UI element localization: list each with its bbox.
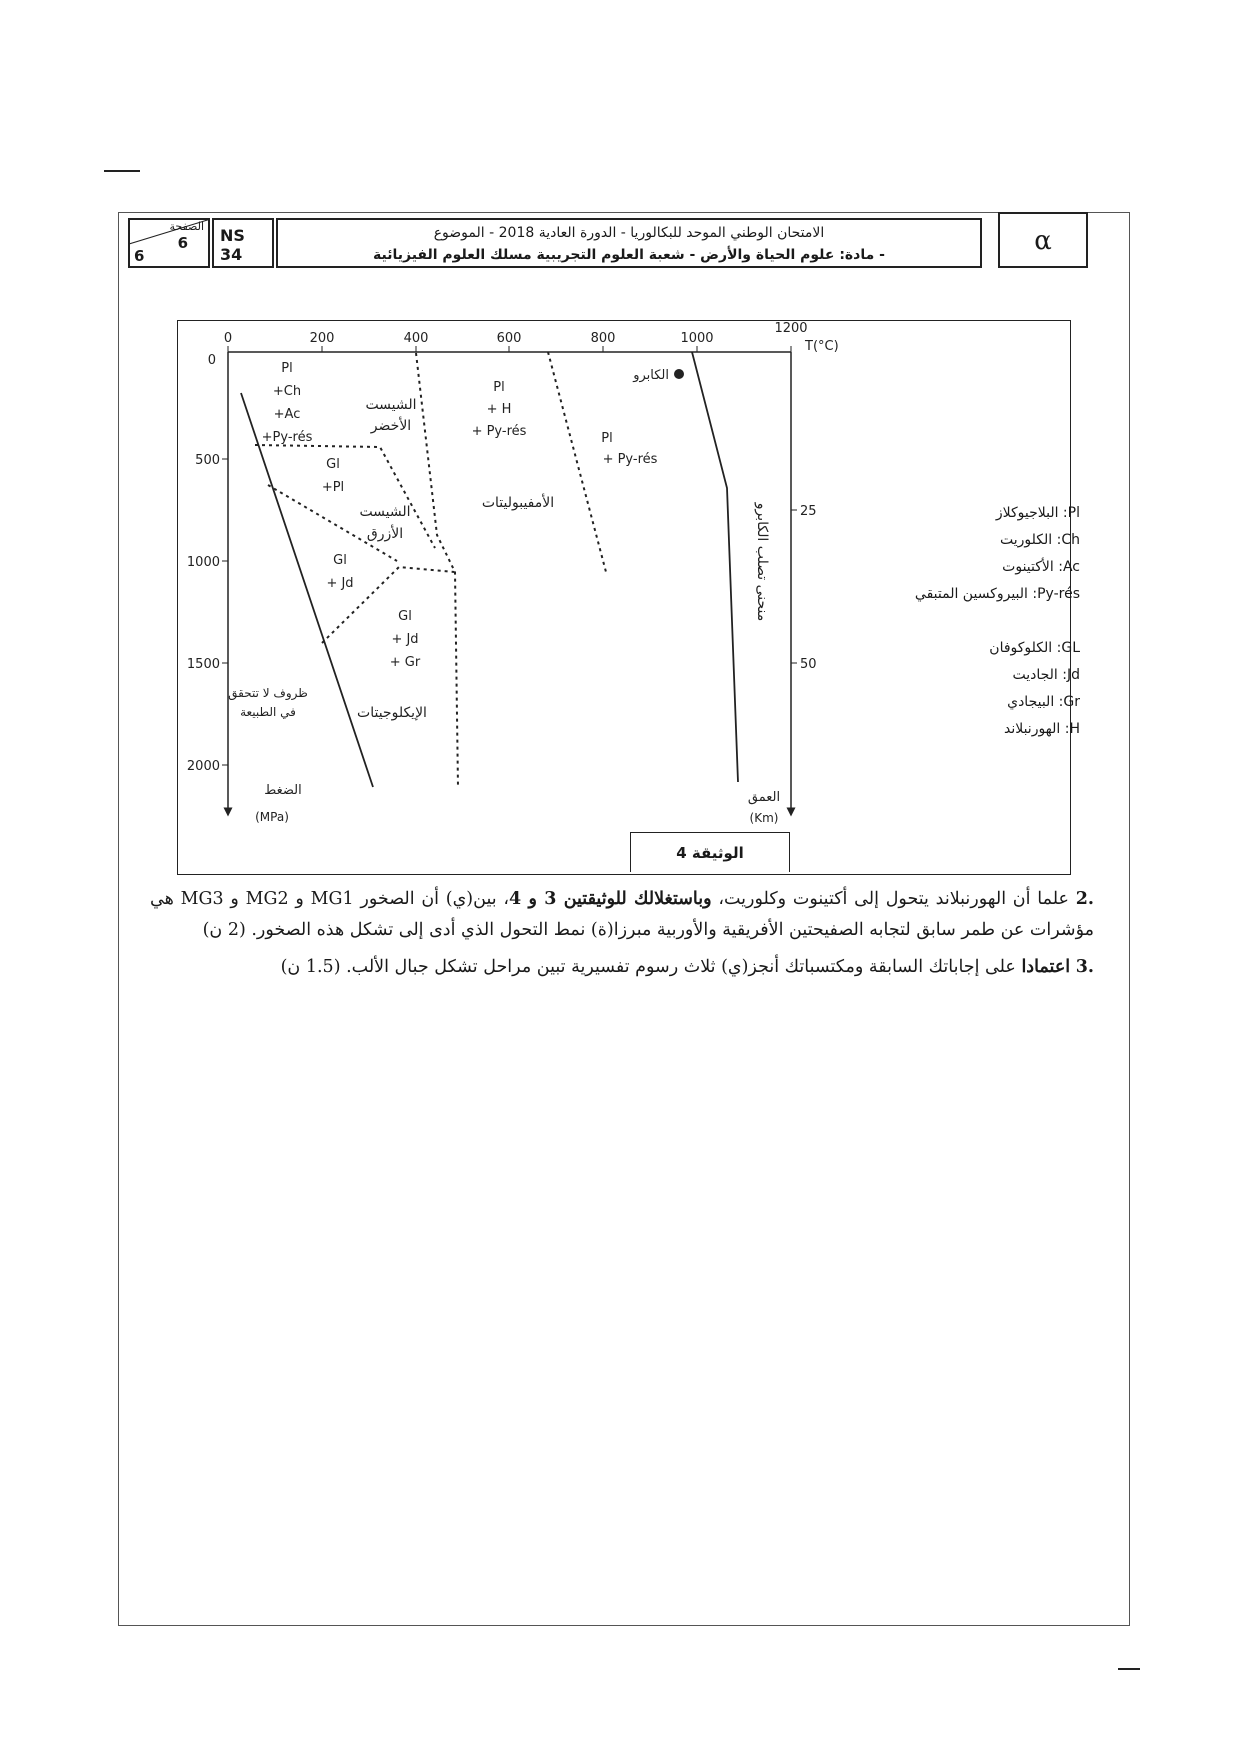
question-text: علما أن الهورنبلاند يتحول إلى أكتينوت وكلوريت، — [711, 889, 1069, 909]
t-tick-400: 400 — [403, 331, 429, 346]
p-tick-1500: 1500 — [186, 657, 220, 672]
p-tick-500: 500 — [195, 453, 220, 468]
legend-name: الكلوريت — [1000, 532, 1053, 548]
mineral-label: Pl — [493, 380, 505, 395]
legend-code: Pl — [1067, 505, 1080, 521]
depth-tick-50: 50 — [800, 657, 817, 672]
legend-name: الجاديت — [1012, 667, 1058, 683]
pressure-ticks — [187, 353, 228, 774]
region-name: في الطبيعة — [240, 705, 296, 719]
gabbro-solidus-label: منحنى تصلب الكابرو — [754, 502, 770, 622]
exam-code: NS 34 — [212, 218, 274, 268]
question-number: .3 — [1075, 957, 1094, 977]
mineral-label: + Jd — [391, 632, 419, 647]
pressure-axis-unit: (MPa) — [255, 810, 289, 824]
blueschist-inner-boundary — [268, 485, 397, 561]
region-name: الشيست — [365, 397, 417, 413]
t-tick-800: 800 — [590, 331, 616, 346]
p-tick-2000: 2000 — [186, 759, 220, 774]
p-tick-0: 0 — [207, 353, 216, 368]
legend-code: Ch — [1061, 532, 1080, 548]
mineral-label: Gl — [326, 457, 340, 472]
mineral-label: + Gr — [389, 655, 421, 670]
mineral-label: Gl — [398, 609, 412, 624]
legend-code: Gr — [1063, 694, 1080, 710]
exam-title-line-1: الامتحان الوطني الموحد للبكالوريا - الدورة العادية 2018 - الموضوع — [433, 225, 825, 241]
legend-name: البيجادي — [1007, 694, 1055, 710]
temperature-axis-label: T(°C) — [805, 339, 839, 354]
question-2 — [150, 884, 1094, 946]
legend-code: Jd — [1066, 667, 1080, 683]
depth-ticks — [791, 504, 817, 672]
region-name: الأزرق — [366, 526, 404, 542]
legend-item: Ac: الأكتينوت — [1002, 559, 1080, 575]
pressure-axis-label: الضغط — [264, 783, 302, 798]
t-tick-600: 600 — [496, 331, 522, 346]
legend-code: Ac — [1062, 559, 1080, 575]
region-name: الأخضر — [370, 418, 412, 434]
questions — [150, 884, 1094, 989]
legend-code: Py-rés — [1037, 586, 1080, 602]
question-emphasis: وباستغلالك للوثيقتين 3 و 4 — [509, 889, 712, 909]
page-label: الصفحة — [169, 220, 204, 233]
legend-item: GL: الكلوكوفان — [989, 640, 1080, 656]
mineral-label: +Ac — [273, 407, 301, 422]
gabbro-point — [674, 369, 684, 379]
impossible-conditions-label — [228, 686, 308, 719]
page-total: 6 — [134, 247, 145, 265]
mineral-label: + H — [486, 402, 512, 417]
mineral-label: +Py-rés — [261, 430, 313, 445]
legend-item: H: الهورنبلاند — [1003, 721, 1080, 737]
amphibolite-minerals — [472, 380, 527, 439]
mineral-label: + Jd — [326, 576, 354, 591]
depth-axis-unit: (Km) — [749, 811, 779, 825]
legend-name: البيروكسين المتبقي — [914, 586, 1028, 602]
depth-tick-25: 25 — [800, 504, 817, 519]
legend-item: Py-rés: البيروكسين المتبقي — [914, 586, 1080, 602]
blueschist-minerals-b — [326, 553, 353, 591]
legend-name: الهورنبلاند — [1003, 721, 1061, 737]
region-name: ظروف لا تتحقق — [228, 686, 308, 700]
granulite-minerals — [601, 431, 657, 467]
eclogite-minerals — [390, 609, 421, 670]
greenschist-minerals — [262, 361, 313, 445]
t-tick-0: 0 — [223, 331, 233, 346]
question-number: .2 — [1075, 889, 1095, 909]
question-text: على إجاباتك السابقة ومكتسباتك أنجز(ي) ثلاث رسوم تفسيرية تبين مراحل تشكل جبال الألب. (1.5 ن) — [280, 957, 1022, 977]
eclogite-name: الإيكلوجيتات — [357, 705, 427, 721]
mineral-label: Pl — [281, 361, 293, 376]
blueschist-name — [359, 504, 410, 542]
question-3 — [150, 952, 1094, 983]
amphibolite-name: الأمفيبوليتات — [481, 495, 555, 511]
mineral-label: + Py-rés — [602, 452, 658, 467]
legend-code: GL — [1061, 640, 1080, 656]
amphibolite-granulite-boundary — [548, 352, 606, 572]
mineral-legend — [905, 500, 1080, 743]
legend-name: الأكتينوت — [1002, 559, 1054, 575]
gabbro-solidus-curve — [692, 352, 738, 782]
t-tick-1000: 1000 — [680, 331, 714, 346]
mineral-label: +Pl — [321, 480, 345, 495]
greenschist-boundary — [416, 353, 458, 787]
document-label: الوثيقة 4 — [630, 832, 790, 872]
question-emphasis: اعتمادا — [1021, 957, 1071, 977]
legend-name: الكلوكوفان — [989, 640, 1053, 656]
legend-item: Ch: الكلوريت — [1000, 532, 1080, 548]
temperature-ticks — [224, 321, 808, 352]
mineral-label: +Ch — [272, 384, 302, 399]
blueschist-minerals-a — [322, 457, 344, 495]
mineral-label: + Py-rés — [471, 424, 527, 439]
p-tick-1000: 1000 — [186, 555, 220, 570]
legend-code: H — [1069, 721, 1080, 737]
greenschist-name — [365, 397, 416, 434]
mineral-label: Pl — [601, 431, 613, 446]
page-number: 6 — [177, 234, 188, 252]
legend-item: Gr: البيجادي — [1007, 694, 1080, 710]
legend-item: Jd: الجاديت — [1012, 667, 1080, 683]
t-tick-200: 200 — [309, 331, 335, 346]
exam-title-line-2: - مادة: علوم الحياة والأرض - شعبة العلوم التجريبية مسلك العلوم الفيزيائية — [373, 247, 885, 263]
depth-axis-label: العمق — [747, 790, 781, 805]
legend-item: Pl: البلاجيوكلاز — [995, 505, 1080, 521]
alpha-symbol: α — [998, 212, 1088, 268]
mineral-label: Gl — [333, 553, 347, 568]
greenschist-blueschist-boundary — [255, 445, 435, 548]
question-text: ، بين(ي) أن الصخور MG1 و MG2 و MG3 هي مؤشرات عن طمر سابق لتجابه الصفيحتين الأفريقية والأوربية مبرزا(ة) نمط التحول الذي أدى إلى تشكل هذه الصخور. (2 ن) — [150, 889, 1094, 940]
gabbro-label: الكابرو — [633, 368, 669, 383]
region-name: الشيست — [359, 504, 411, 520]
t-tick-1200: 1200 — [774, 321, 808, 336]
legend-name: البلاجيوكلاز — [995, 505, 1059, 521]
